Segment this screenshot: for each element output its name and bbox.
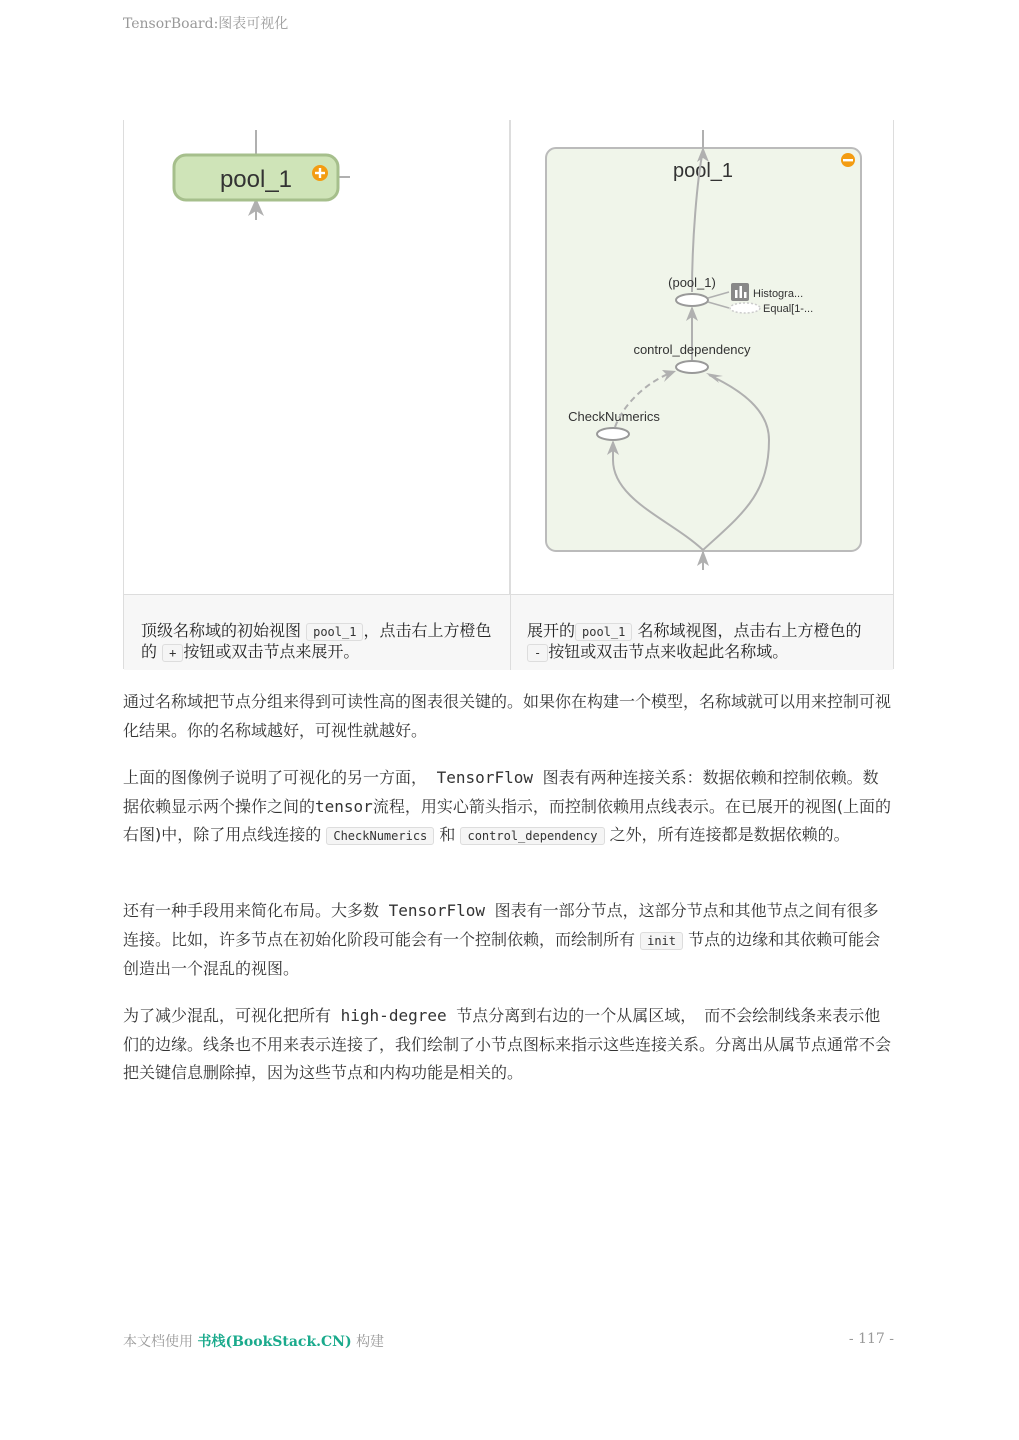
paragraph-1: 通过名称域把节点分组来得到可读性高的图表很关键的。如果你在构建一个模型，名称域就可以用来控制可视化结果。你的名称域越好，可视性就越好。 — [123, 692, 892, 740]
node-pool[interactable] — [676, 294, 708, 306]
page-number: - 117 - — [848, 1331, 894, 1347]
figure-table — [123, 120, 894, 669]
node-check-label: CheckNumerics — [568, 409, 660, 424]
paragraph-3: 还有一种手段用来简化布局。大多数 TensorFlow 图表有一部分节点，这部分节点和其他节点之间有很多连接。比如，许多节点在初始化阶段可能会有一个控制依赖，而绘制所有 init 节点的边缘和其依赖可能会创造出一个混乱的视图。 — [123, 901, 881, 978]
bookstack-link[interactable]: 书栈(BookStack.CN) — [197, 1334, 352, 1350]
figure-cell-expanded — [510, 120, 895, 594]
expanded-graph — [511, 120, 896, 594]
code-init: init — [640, 932, 683, 950]
collapse-minus-icon[interactable] — [841, 153, 855, 167]
node-check-numerics[interactable] — [597, 428, 629, 440]
caption-collapsed: 顶级名称域的初始视图 pool_1 ，点击右上方橙色的 + 按钮或双击节点来展开。 — [141, 621, 492, 661]
aux-histogram-label: Histogra... — [753, 288, 804, 300]
figure-captions — [124, 594, 893, 670]
code-control-dependency: control_dependency — [460, 827, 604, 845]
expanded-title: pool_1 — [672, 160, 734, 182]
code-plus: + — [162, 644, 183, 662]
collapsed-graph — [124, 120, 510, 594]
pool-node-label: pool_1 — [219, 166, 293, 193]
node-pool-label: (pool_1) — [668, 275, 716, 290]
code-pool-1: pool_1 — [306, 623, 363, 641]
aux-equal-label: Equal[1-... — [763, 303, 814, 315]
figure-cell-collapsed — [124, 120, 510, 594]
expand-plus-icon[interactable] — [312, 165, 328, 181]
page-header-title: TensorBoard:图表可视化 — [123, 16, 289, 32]
footer-credit: 本文档使用 书栈(BookStack.CN) 构建 — [123, 1334, 385, 1350]
code-pool-1: pool_1 — [575, 623, 632, 641]
code-minus: - — [527, 644, 548, 662]
paragraph-4: 为了减少混乱，可视化把所有 high-degree 节点分离到右边的一个从属区域， 而不会绘制线条来表示他们的边缘。线条也不用来表示连接了，我们绘制了小节点图标来指示这些连接关系。分离出从属节点通常不会把关键信息删除掉，因为这些节点和内构功能是相关的。 — [123, 1006, 892, 1082]
aux-equal-node[interactable] — [730, 303, 760, 313]
paragraph-2: 上面的图像例子说明了可视化的另一方面， TensorFlow 图表有两种连接关系：数据依赖和控制依赖。数据依赖显示两个操作之间的tensor流程，用实心箭头指示，而控制依赖用点线表示。在已展开的视图(上面的右图)中，除了用点线连接的 CheckNumerics 和 control_dependency 之外，所有连接都是数据依赖的。 — [123, 768, 892, 844]
caption-expanded: 展开的 pool_1 名称域视图，点击右上方橙色的 - 按钮或双击节点来收起此名称域。 — [527, 621, 862, 661]
node-control-dependency[interactable] — [676, 361, 708, 373]
code-checknumerics: CheckNumerics — [326, 827, 434, 845]
node-control-label: control_dependency — [633, 342, 751, 357]
